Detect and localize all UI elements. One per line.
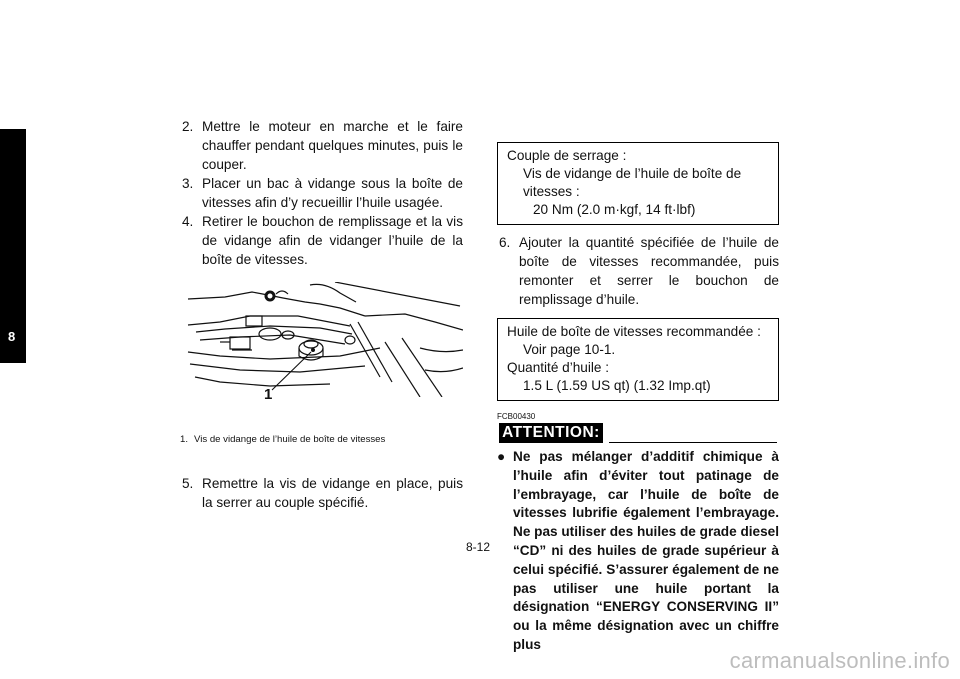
attention-badge: ATTENTION: [499,423,603,443]
engine-drawing [180,282,463,397]
oil-heading: Huile de boîte de vitesses recommandée : [507,324,761,339]
step-number: 4. [182,214,194,229]
step-6 [497,233,779,309]
step-5 [180,474,463,512]
step-text: Retirer le bouchon de remplissage et la vis de vidange afin de vidanger l’huile de la boîte de vitesses. [202,214,463,267]
right-column [497,142,779,655]
caption-text: Vis de vidange de l’huile de boîte de vitesses [194,434,386,445]
callout-label: 1 [264,386,273,403]
torque-value: 20 Nm (2.0 m·kgf, 14 ft·lbf) [533,202,696,217]
step-text: Ajouter la quantité spécifiée de l’huile de boîte de vitesses recommandée, puis remonter et serrer le bouchon de remplissage d’huile. [519,235,779,307]
step-number: 3. [182,176,194,191]
step-number: 6. [499,235,511,250]
reference-code: FCB00430 [497,412,536,421]
figure-caption [180,430,463,449]
torque-item: Vis de vidange de l’huile de boîte de vitesses : [523,166,742,199]
oil-quantity-value: 1.5 L (1.59 US qt) (1.32 Imp.qt) [523,378,711,393]
left-column [180,117,463,512]
step-text: Mettre le moteur en marche et le faire chauffer pendant quelques minutes, puis le couper. [202,119,463,172]
attention-header [497,423,779,445]
chapter-tab [0,129,26,363]
chapter-number: 8 [8,329,16,344]
warning-text: Ne pas mélanger d’additif chimique à l’huile afin d’éviter tout patinage de l’embrayage, car l’huile de boîte de vitesses lubrifie également l’embrayage. Ne pas utiliser des huiles de grade diesel “CD” ni des huiles de grade supérieur à celui spécifié. S’assurer également de ne pas utiliser une huile portant la désignation “ENERGY CONSERVING II” ou la même désignation avec un chiffre plus [513,449,779,652]
step-number: 2. [182,119,194,134]
torque-spec-box [497,142,779,225]
step-text: Remettre la vis de vidange en place, puis la serrer au couple spécifié. [202,476,463,510]
oil-quantity-label: Quantité d’huile : [507,360,610,375]
attention-warning [497,448,779,655]
page-number: 8-12 [466,540,491,554]
watermark: carmanualsonline.info [729,648,950,673]
oil-spec-box [497,318,779,401]
oil-reference: Voir page 10-1. [523,342,616,357]
step-3 [180,174,463,212]
step-2 [180,117,463,174]
step-4 [180,212,463,269]
drain-bolt-illustration [180,282,463,403]
torque-heading: Couple de serrage : [507,148,627,163]
attention-rule [609,442,777,443]
caption-number: 1. [180,434,189,445]
step-text: Placer un bac à vidange sous la boîte de vitesses afin d’y recueillir l’huile usagée. [202,176,463,210]
step-number: 5. [182,476,194,491]
bullet-icon: ● [497,449,506,464]
